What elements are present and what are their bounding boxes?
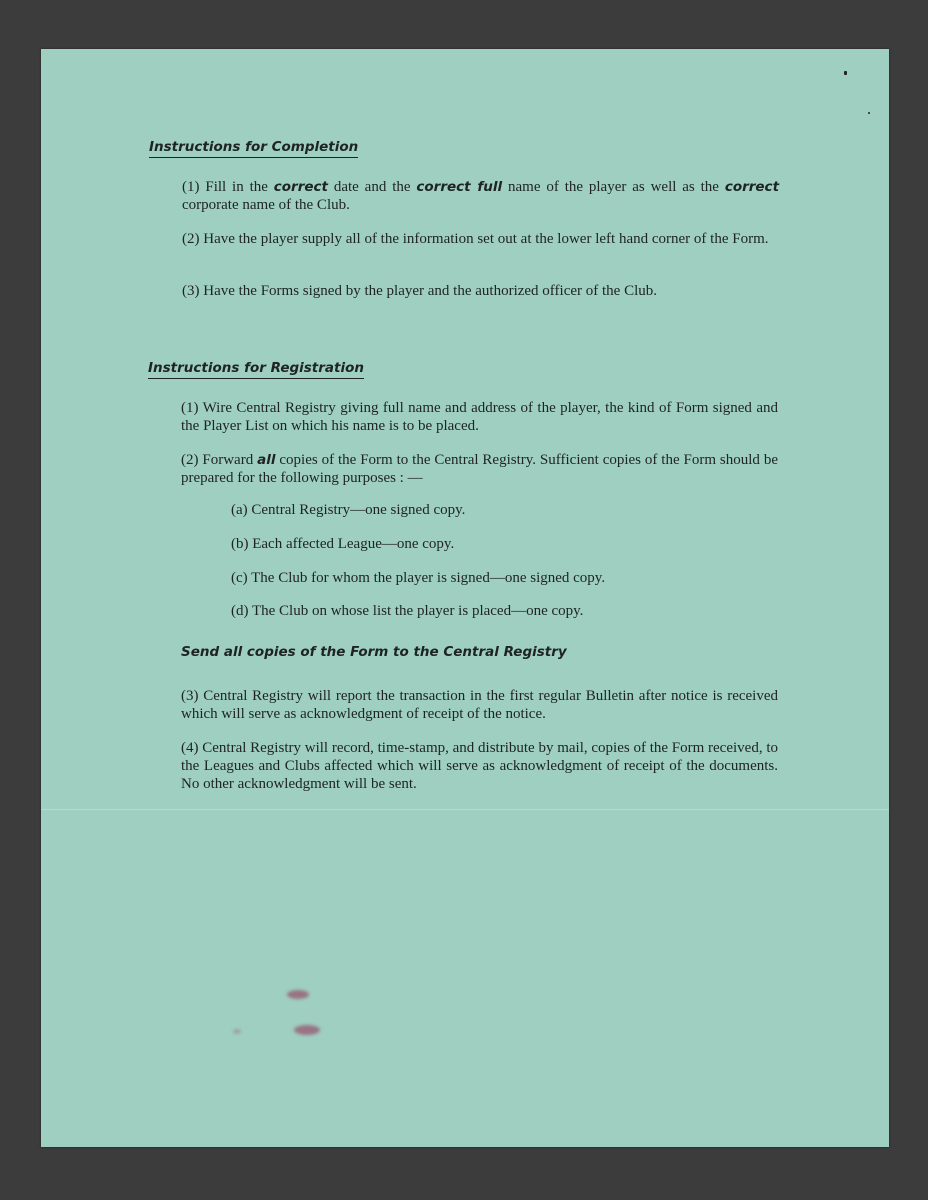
completion-item-1: (1) Fill in the correct date and the correct full name of the player as well as the correct corporate name of the Club. — [182, 179, 780, 213]
emphasis-text: correct — [724, 179, 780, 195]
send-all-copies-note: Send all copies of the Form to the Central Registry — [181, 644, 567, 660]
fold-crease — [41, 809, 889, 810]
completion-item-2: (2) Have the player supply all of the information set out at the lower left hand corner of the Form. — [182, 231, 769, 247]
ink-stain — [287, 990, 309, 999]
registration-heading: Instructions for Registration — [148, 360, 364, 379]
completion-item-3: (3) Have the Forms signed by the player and the authorized officer of the Club. — [182, 283, 657, 299]
completion-heading: Instructions for Completion — [149, 139, 358, 158]
registration-subitem-d: (d) The Club on whose list the player is placed—one copy. — [231, 603, 584, 619]
registration-item-1: (1) Wire Central Registry giving full name and address of the player, the kind of Form signed and the Player List on which his name is to be placed. — [181, 400, 778, 434]
emphasis-text: all — [257, 452, 276, 468]
registration-subitem-b: (b) Each affected League—one copy. — [231, 536, 455, 552]
registration-item-3: (3) Central Registry will report the transaction in the first regular Bulletin after notice is received which will serve as acknowledgment of receipt of the notice. — [181, 688, 778, 722]
speck-mark — [868, 112, 870, 114]
document-page — [41, 49, 889, 1147]
registration-item-4: (4) Central Registry will record, time-stamp, and distribute by mail, copies of the Form received, to the Leagues and Clubs affected which will serve as acknowledgment of receipt of the documents. No other acknowledgment will be sent. — [181, 740, 778, 792]
ink-stain — [233, 1029, 241, 1034]
emphasis-text: correct full — [416, 179, 503, 195]
emphasis-text: correct — [273, 179, 328, 195]
registration-subitem-c: (c) The Club for whom the player is signed—one signed copy. — [231, 570, 606, 586]
registration-item-2: (2) Forward all copies of the Form to the Central Registry. Sufficient copies of the Form should be prepared for the following purposes : — — [181, 452, 778, 486]
registration-subitem-a: (a) Central Registry—one signed copy. — [231, 502, 466, 518]
ink-stain — [294, 1025, 320, 1035]
speck-mark — [844, 71, 847, 75]
